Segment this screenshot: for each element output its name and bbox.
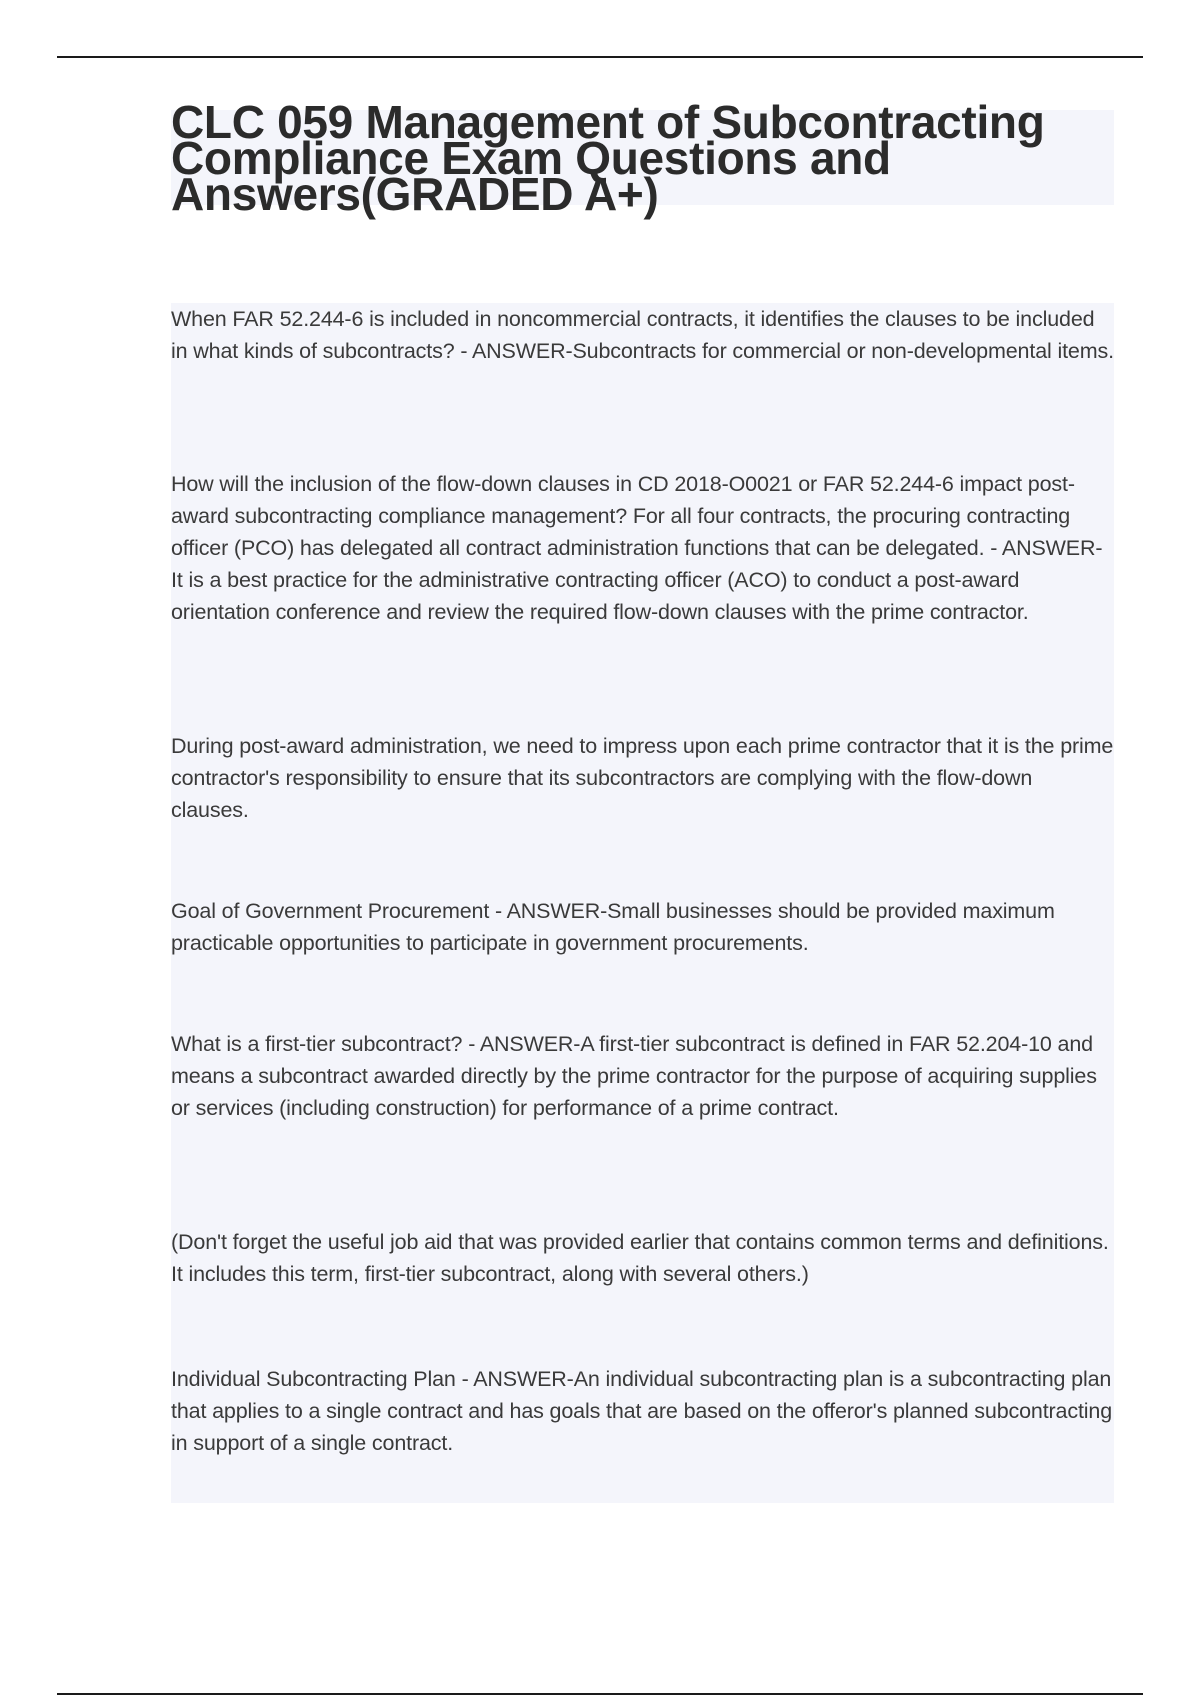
document-title: CLC 059 Management of Subcontracting Compliance Exam Questions and Answers(GRADED A+) xyxy=(171,96,1045,220)
paragraph-5: What is a first-tier subcontract? - ANSWER-A first-tier subcontract is defined in FAR 52.204-10 and means a subcontract awarded directly by the prime contractor for the purpose of acquiring supplies or services (including construction) for performance of a prime contract. xyxy=(171,1032,1097,1120)
paragraph-2: How will the inclusion of the flow-down clauses in CD 2018-O0021 or FAR 52.244-6 impact post-award subcontracting compliance management? For all four contracts, the procuring contracting officer (PCO) has delegated all contract administration functions that can be delegated. - ANSWER-It is a best practice for the administrative contracting officer (ACO) to conduct a post-award orientation conference and review the required flow-down clauses with the prime contractor. xyxy=(171,472,1103,624)
paragraph-1: When FAR 52.244-6 is included in noncommercial contracts, it identifies the clauses to be included in what kinds of subcontracts? - ANSWER-Subcontracts for commercial or non-developmental items. xyxy=(171,307,1114,363)
paragraph-4: Goal of Government Procurement - ANSWER-Small businesses should be provided maximum practicable opportunities to participate in government procurements. xyxy=(171,899,1055,955)
document-body xyxy=(171,303,1114,1503)
title-block xyxy=(171,96,1114,220)
paragraph-7: Individual Subcontracting Plan - ANSWER-An individual subcontracting plan is a subcontracting plan that applies to a single contract and has goals that are based on the offeror's planned subcontracting in support of a single contract. xyxy=(171,1367,1113,1455)
bottom-divider xyxy=(57,1693,1143,1695)
paragraph-6: (Don't forget the useful job aid that was provided earlier that contains common terms and definitions. It includes this term, first-tier subcontract, along with several others.) xyxy=(171,1230,1109,1286)
top-divider xyxy=(57,56,1143,58)
paragraph-3: During post-award administration, we need to impress upon each prime contractor that it is the prime contractor's responsibility to ensure that its subcontractors are complying with the flow-down clauses. xyxy=(171,734,1114,822)
